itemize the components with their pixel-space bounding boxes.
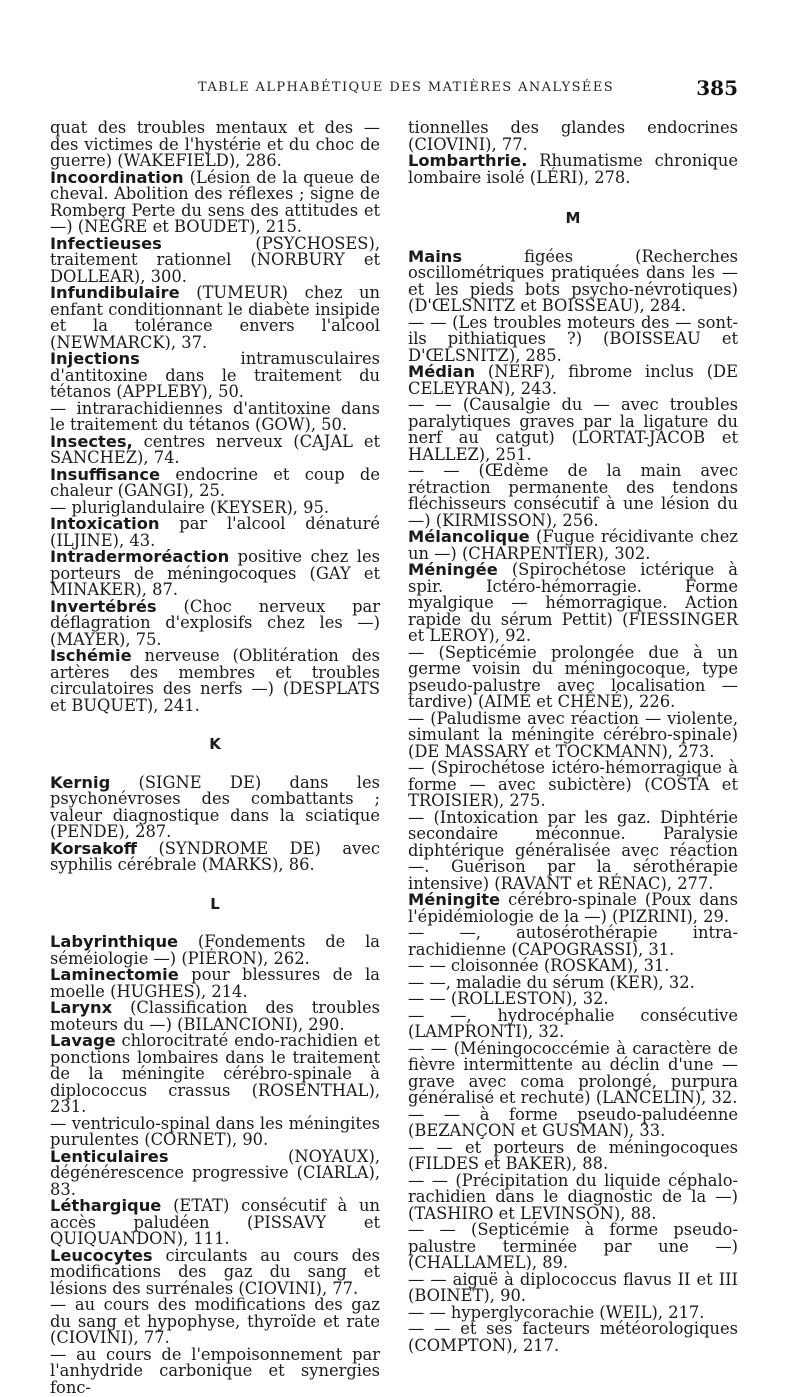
entry-headword: Korsakoff xyxy=(50,838,137,858)
entry-body: — —, hydrocéphalie consécutive (LAMPRONTI), 32. xyxy=(408,1005,738,1041)
index-entry xyxy=(408,760,738,810)
entry-headword: Mélancolique xyxy=(408,527,530,546)
entry-body: chlorocitraté endo-rachidien et ponctions lombaires dans le traitement de la méningite cérébro-spinale à diplococcus crassus (ROSENTHAL), 231. xyxy=(50,1031,380,1116)
index-entry xyxy=(408,1269,738,1305)
index-entry xyxy=(50,934,380,967)
entry-body: — (Septicémie prolongée due à un germe voisin du méningocoque, type pseudo-palustre avec localisation — tardive) (AIMÉ et CHÊNÉ), 226. xyxy=(408,642,738,711)
entry-body: tionnelles des glandes endocrines (CIOVINI), 77. xyxy=(408,118,738,154)
entry-body: positive chez les porteurs de méningocoques (GAY et MINAKER), 87. xyxy=(50,547,380,599)
index-entry xyxy=(50,1344,380,1397)
entry-body: — au cours de l'empoisonnement par l'anhydride carbonique et synergies fonc- xyxy=(50,1344,380,1397)
entry-headword: Leucocytes xyxy=(50,1245,153,1265)
index-entry xyxy=(50,464,380,500)
index-entry xyxy=(50,1297,380,1347)
entry-body: quat des troubles mentaux et des — des victimes de l'hystérie et du choc de guerre) (WAKEFIELD), 286. xyxy=(50,118,380,170)
entry-headword: Méningite xyxy=(408,890,501,909)
entry-body: — — à forme pseudo-paludéenne (BEZANÇON et GUSMAN), 33. xyxy=(408,1104,738,1140)
entry-body: — (Paludisme avec réaction — violente, simulant la méningite cérébro-spinale) (DE MASSARY et TOCKMANN), 273. xyxy=(408,708,738,761)
entry-headword: Insuffisance xyxy=(50,464,161,484)
running-title: TABLE ALPHABÉTIQUE DES MATIÈRES ANALYSÉES xyxy=(198,80,615,95)
index-entry xyxy=(50,549,380,599)
entry-body: — ventriculo-spinal dans les méningites purulentes (CORNET), 90. xyxy=(50,1113,380,1149)
entry-body: (Fondements de la séméiologie —) (PIÉRON), 262. xyxy=(50,932,380,968)
index-entry xyxy=(408,1321,738,1354)
index-entry xyxy=(50,838,380,874)
index-entry xyxy=(50,1033,380,1116)
entry-body: (SIGNE DE) dans les psychonévroses des combattants ; valeur diagnostique dans la sciatique (PENDE), 287. xyxy=(50,772,380,841)
entry-body: figées (Recherches oscillométriques pratiquées dans les — et les pieds bots psycho-névrotiques) (D'ŒLSNITZ et BOISSEAU), 284. xyxy=(408,246,738,315)
index-entry xyxy=(50,398,380,434)
entry-body: par l'alcool dénaturé (ILJINE), 43. xyxy=(50,514,380,550)
entry-body: — (Intoxication par les gaz. Diphtérie secondaire méconnue. Paralysie diphtérique généralisée avec réaction —. Guérison par la sérothérapie intensive) (RAVANT et RÉNAC), 277. xyxy=(408,807,738,893)
index-entry xyxy=(50,285,380,351)
entry-headword: Labyrinthique xyxy=(50,932,179,951)
entry-body: Rhumatisme chronique lombaire isolé (LÉRI), 278. xyxy=(408,151,738,187)
entry-body: — — aiguë à diplococcus flavus II et III (BOINET), 90. xyxy=(408,1269,738,1305)
entry-body: — pluriglandulaire (KEYSER), 95. xyxy=(50,497,330,517)
entry-headword: Invertébrés xyxy=(50,596,157,616)
entry-headword: Laminectomie xyxy=(50,965,179,984)
index-entry xyxy=(50,1113,380,1149)
index-entry xyxy=(408,529,738,562)
entry-body: (Lésion de la queue de cheval. Abolition des réflexes ; signe de Romberg Perte du sens des attitudes et —) (NÈGRE et BOUDET), 215. xyxy=(50,167,380,236)
entry-body: pour blessures de la moelle (HUGHES), 214. xyxy=(50,965,380,1001)
entry-body: — — cloisonnée (ROSKAM), 31. xyxy=(408,956,670,975)
index-entry xyxy=(408,1222,738,1272)
page-number: 385 xyxy=(696,76,738,100)
entry-body: — — (Œdème de la main avec rétraction permanente des tendons fléchisseurs consécutif à une lésion du —) (KIRMISSON), 256. xyxy=(408,461,738,530)
index-entry xyxy=(50,120,380,170)
index-entry xyxy=(50,516,380,549)
index-entry xyxy=(50,1146,380,1199)
index-entry xyxy=(50,772,380,841)
entry-body: (ETAT) consécutif à un accès paludéen (PISSAVY et QUIQUANDON), 111. xyxy=(50,1196,380,1248)
entry-headword: Léthargique xyxy=(50,1196,162,1215)
index-entry xyxy=(50,1245,380,1298)
index-entry xyxy=(50,1000,380,1033)
index-entry xyxy=(50,967,380,1000)
index-entry xyxy=(408,1038,738,1107)
entry-body: (TUMEUR) chez un enfant conditionnant le diabète insipide et la tolérance envers l'alcool (NEWMARCK), 37. xyxy=(50,283,380,352)
entry-body: (NOYAUX), dégénérescence progressive (CIARLA), 83. xyxy=(50,1146,380,1199)
entry-body: — — et porteurs de méningocoques (FILDES et BAKER), 88. xyxy=(408,1137,738,1173)
entry-body: (NERF), fibrome inclus (DE CELEYRAN), 243. xyxy=(408,362,738,398)
entry-headword: Injections xyxy=(50,349,140,368)
left-column xyxy=(50,120,380,1396)
entry-headword: Mains xyxy=(408,246,463,266)
index-entry xyxy=(408,153,738,186)
entry-body: — intrarachidiennes d'antitoxine dans le traitement du tétanos (GOW), 50. xyxy=(50,398,380,434)
entry-body: (SYNDROME DE) avec syphilis cérébrale (MARKS), 86. xyxy=(50,838,380,874)
entry-headword: Infundibulaire xyxy=(50,283,180,302)
entry-headword: Lenticulaires xyxy=(50,1146,169,1166)
entry-body: — au cours des modifications des gaz du sang et hypophyse, thyroïde et rate (CIOVINI), 77. xyxy=(50,1295,380,1347)
index-entry xyxy=(408,1005,738,1041)
entry-body: — — (ROLLESTON), 32. xyxy=(408,989,609,1008)
index-entry xyxy=(408,120,738,153)
entry-body: — — (Précipitation du liquide céphalo-rachidien dans le diagnostic de la —) (TASHIRO et LEVINSON), 88. xyxy=(408,1170,738,1223)
entry-body: — —, autosérothérapie intra-rachidienne (CAPOGRASSI), 31. xyxy=(408,923,738,959)
entry-body: nerveuse (Oblitération des artères des membres et troubles circulatoires des nerfs —) (DESPLATS et BUQUET), 241. xyxy=(50,646,380,715)
entry-body: — — (Les troubles moteurs des — sont-ils pithiatiques ?) (BOISSEAU et D'ŒLSNITZ), 285. xyxy=(408,312,738,365)
entry-headword: Intradermoréaction xyxy=(50,547,230,566)
index-entry xyxy=(50,1198,380,1248)
entry-body: intramusculaires d'antitoxine dans le traitement du tétanos (APPLEBY), 50. xyxy=(50,349,380,401)
section-letter: M xyxy=(565,209,581,227)
index-entry xyxy=(408,1170,738,1223)
index-entry xyxy=(50,648,380,714)
entry-headword: Insectes, xyxy=(50,431,133,451)
index-entry xyxy=(50,431,380,467)
index-entry xyxy=(408,246,738,315)
index-entry xyxy=(408,708,738,761)
index-entry xyxy=(408,1104,738,1140)
index-entry xyxy=(408,312,738,365)
entry-body: (Choc nerveux par déflagration d'explosifs chez les —) (MAYER), 75. xyxy=(50,596,380,649)
entry-headword: Lavage xyxy=(50,1031,116,1050)
entry-headword: Incoordination xyxy=(50,167,184,187)
index-entry xyxy=(408,892,738,925)
entry-headword: Intoxication xyxy=(50,514,160,533)
running-head xyxy=(48,76,752,102)
index-entry xyxy=(408,397,738,463)
entry-body: — — (Causalgie du — avec troubles paralytiques graves par la ligature du nerf au catgut) (LORTAT-JACOB et HALLEZ), 251. xyxy=(408,395,738,464)
entry-body: — — hyperglycorachie (WEIL), 217. xyxy=(408,1302,705,1322)
entry-headword: Infectieuses xyxy=(50,233,162,253)
entry-body: endocrine et coup de chaleur (GANGI), 25. xyxy=(50,464,380,500)
entry-headword: Ischémie xyxy=(50,646,132,665)
entry-body: circulants au cours des modifications des gaz du sang et lésions des surrénales (CIOVINI), 77. xyxy=(50,1245,380,1298)
index-entry xyxy=(50,351,380,401)
index-entry xyxy=(50,233,380,286)
index-entry xyxy=(408,807,738,893)
entry-headword: Lombarthrie. xyxy=(408,151,528,170)
entry-body: centres nerveux (CAJAL et SANCHEZ), 74. xyxy=(50,431,380,467)
index-entry xyxy=(408,562,738,645)
entry-body: — — (Septicémie à forme pseudo-palustre terminée par une —) (CHALLAMEL), 89. xyxy=(408,1220,738,1272)
entry-body: (Spirochétose ictérique à spir. Ictéro-hémorragie. Forme myalgique — hémorragique. Action rapide du sérum Pettit) (FIESSINGER et LEROY), 92. xyxy=(408,560,738,645)
entry-body: (Fugue récidivante chez un —) (CHARPENTIER), 302. xyxy=(408,527,738,563)
entry-headword: Larynx xyxy=(50,998,113,1017)
index-entry xyxy=(408,364,738,397)
entry-body: (PSYCHOSES), traitement rationnel (NORBURY et DOLLEAR), 300. xyxy=(50,233,380,286)
entry-body: — — (Méningococcémie à caractère de fièvre intermittente au déclin d'une — grave avec coma prolongé, purpura généralisé et rechute) (LANCELIN), 32. xyxy=(408,1038,738,1107)
right-column xyxy=(408,120,738,1354)
index-entry xyxy=(408,642,738,711)
index-entry xyxy=(408,925,738,958)
entry-body: — — et ses facteurs météorologiques (COMPTON), 217. xyxy=(408,1319,738,1355)
section-letter: L xyxy=(210,894,220,913)
index-entry xyxy=(408,1137,738,1173)
entry-headword: Méningée xyxy=(408,560,498,579)
index-entry xyxy=(50,596,380,649)
entry-headword: Kernig xyxy=(50,772,111,792)
entry-body: — —, maladie du sérum (KER), 32. xyxy=(408,972,695,992)
entry-body: (Classification des troubles moteurs du —) (BILANCIONI), 290. xyxy=(50,998,380,1034)
index-entry xyxy=(50,167,380,236)
section-letter: K xyxy=(209,735,221,753)
entry-body: cérébro-spinale (Poux dans l'épidémiologie de la —) (PIZRINI), 29. xyxy=(408,890,738,926)
index-entry xyxy=(408,463,738,529)
entry-headword: Médian xyxy=(408,362,476,381)
entry-body: — (Spirochétose ictéro-hémorragique à forme — avec subictère) (COSTA et TROISIER), 275. xyxy=(408,758,738,810)
